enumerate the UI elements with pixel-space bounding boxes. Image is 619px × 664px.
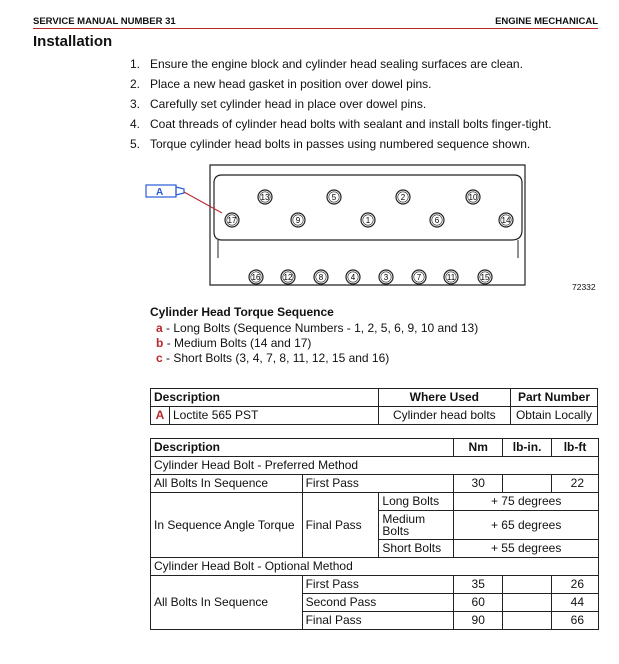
list-item: c - Short Bolts (3, 4, 7, 8, 11, 12, 15 and 16) (156, 351, 390, 365)
table-row: Short Bolts + 55 degrees (151, 540, 599, 558)
bolt-marker (361, 213, 375, 227)
table-header: Part Number (511, 389, 598, 407)
bolt-number: 3 (383, 273, 389, 282)
bolt-marker (379, 270, 393, 284)
bolt-marker (396, 190, 410, 204)
bolt-marker (346, 270, 360, 284)
table-row: All Bolts In Sequence First Pass 35 26 (151, 576, 599, 594)
bolt-number: 14 (501, 216, 511, 225)
section-name: ENGINE MECHANICAL (495, 16, 598, 27)
bolt-number: 9 (295, 216, 301, 225)
sequence-legend (156, 321, 478, 366)
table-header: lb-in. (503, 439, 552, 457)
bolt-number: 11 (446, 273, 456, 282)
table-row: Medium Bolts + 65 degrees (151, 511, 599, 540)
list-item: 5. Torque cylinder head bolts in passes using numbered sequence shown. (130, 137, 531, 151)
table-header: lb-ft (552, 439, 599, 457)
bolt-marker (258, 190, 272, 204)
bolt-number: 16 (251, 273, 261, 282)
table-row: Final Pass 90 66 (151, 612, 599, 630)
table-header: Where Used (378, 389, 510, 407)
bolt-marker (291, 213, 305, 227)
bolt-number: 8 (318, 273, 324, 282)
bolt-number: 13 (260, 193, 270, 202)
table-row: Second Pass 60 44 (151, 594, 599, 612)
sequence-title: Cylinder Head Torque Sequence (150, 305, 334, 319)
sealant-tube-icon (146, 185, 184, 198)
bolt-marker (314, 270, 328, 284)
list-item: a - Long Bolts (Sequence Numbers - 1, 2, 5, 6, 9, 10 and 13) (156, 321, 479, 335)
bolt-number: 17 (227, 216, 237, 225)
list-item: 4. Coat threads of cylinder head bolts with sealant and install bolts finger-tight. (130, 117, 552, 131)
bolt-marker (499, 213, 513, 227)
bolt-markers (225, 190, 513, 284)
callout-label: A (156, 187, 164, 198)
bolt-marker (466, 190, 480, 204)
list-item: 2. Place a new head gasket in position over dowel pins. (130, 77, 432, 91)
bolt-number: 6 (434, 216, 440, 225)
bolt-number: 2 (400, 193, 406, 202)
bolt-marker (281, 270, 295, 284)
table-row: Cylinder Head Bolt - Optional Method (151, 558, 599, 576)
bolt-number: 1 (365, 216, 371, 225)
table-header: Description (151, 389, 379, 407)
bolt-marker (478, 270, 492, 284)
table-header: Nm (454, 439, 503, 457)
bolt-marker (327, 190, 341, 204)
bolt-marker (225, 213, 239, 227)
bolt-number: 12 (283, 273, 293, 282)
bolt-marker (430, 213, 444, 227)
bolt-number: 15 (480, 273, 490, 282)
list-item: 3. Carefully set cylinder head in place over dowel pins. (130, 97, 427, 111)
bolt-marker (249, 270, 263, 284)
manual-number: SERVICE MANUAL NUMBER 31 (33, 16, 176, 27)
list-item: 1. Ensure the engine block and cylinder head sealing surfaces are clean. (130, 57, 523, 71)
figure-number: 72332 (572, 282, 596, 292)
sealant-table (150, 388, 598, 425)
bolt-number: 7 (416, 273, 422, 282)
table-row: A Loctite 565 PST Cylinder head bolts Obtain Locally (151, 407, 598, 425)
table-row: Cylinder Head Bolt - Preferred Method (151, 457, 599, 475)
torque-table (150, 438, 599, 630)
bolt-number: 5 (331, 193, 337, 202)
table-row: In Sequence Angle Torque Final Pass Long Bolts + 75 degrees (151, 493, 599, 511)
page-title: Installation (33, 33, 113, 50)
list-item: b - Medium Bolts (14 and 17) (156, 336, 312, 350)
cylinder-head-diagram (0, 0, 619, 300)
bolt-marker (444, 270, 458, 284)
table-header: Description (151, 439, 454, 457)
bolt-marker (412, 270, 426, 284)
bolt-number: 4 (350, 273, 356, 282)
table-row: All Bolts In Sequence First Pass 30 22 (151, 475, 599, 493)
bolt-number: 10 (468, 193, 478, 202)
